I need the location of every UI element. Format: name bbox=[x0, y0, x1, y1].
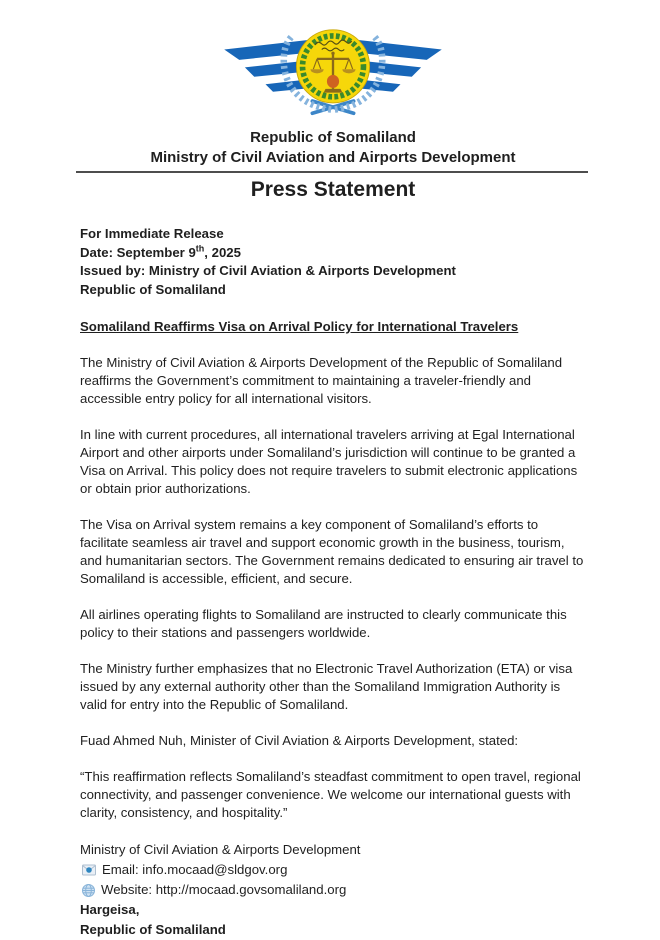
release-meta bbox=[80, 225, 586, 299]
body-paragraph: All airlines operating flights to Somaliland are instructed to clearly communicate this policy to their stations and passengers worldwide. bbox=[80, 607, 567, 640]
ministry-emblem bbox=[80, 12, 586, 122]
contact-org: Ministry of Civil Aviation & Airports Development bbox=[80, 842, 361, 857]
contact-email-line bbox=[80, 860, 586, 880]
email-icon bbox=[82, 864, 96, 876]
minister-quote-intro: Fuad Ahmed Nuh, Minister of Civil Aviation & Airports Development, stated: bbox=[80, 733, 519, 748]
document-title: Press Statement bbox=[250, 178, 416, 201]
contact-email-text: Email: info.mocaad@sldgov.org bbox=[102, 862, 288, 877]
body-paragraph: The Ministry further emphasizes that no Electronic Travel Authorization (ETA) or visa issued by any external authority other than the Somaliland Immigration Authority is valid for entry into the Republic of Somaliland. bbox=[80, 661, 573, 712]
globe-icon bbox=[82, 884, 95, 897]
contact-block bbox=[80, 840, 586, 940]
release-line: For Immediate Release bbox=[80, 226, 224, 241]
minister-quote: “This reaffirmation reflects Somaliland’s steadfast commitment to open travel, regional connectivity, and passenger convenience. We welcome our international guests with clarity, consistency, and hospitality.” bbox=[80, 769, 581, 820]
org-name-line-2: Ministry of Civil Aviation and Airports Development bbox=[150, 149, 516, 166]
org-name-line-1: Republic of Somaliland bbox=[250, 129, 416, 146]
aviation-wings-emblem-icon bbox=[213, 12, 453, 117]
letterhead-divider bbox=[76, 171, 588, 173]
body-paragraph: In line with current procedures, all international travelers arriving at Egal International Airport and other airports under Somaliland’s jurisdiction will continue to be granted a Visa on Arrival. This policy does not require travelers to submit electronic applications or obtain prior authorizations. bbox=[80, 427, 578, 496]
contact-city: Hargeisa, bbox=[80, 902, 140, 917]
contact-website-line bbox=[80, 880, 586, 900]
issued-by-line: Issued by: Ministry of Civil Aviation & Airports Development bbox=[80, 263, 456, 278]
date-ordinal-superscript: th bbox=[195, 243, 205, 254]
body-paragraph: The Ministry of Civil Aviation & Airports Development of the Republic of Somaliland reaffirms the Government’s commitment to maintaining a traveler-friendly and accessible entry policy for all international visitors. bbox=[80, 355, 563, 406]
issuer-country-line: Republic of Somaliland bbox=[80, 281, 226, 297]
body-paragraph: The Visa on Arrival system remains a key component of Somaliland’s efforts to facilitate seamless air travel and support economic growth in the business, tourism, and humanitarian sectors. The Government remains dedicated to ensuring air travel to Somaliland is accessible, efficient, and secure. bbox=[80, 517, 584, 586]
contact-website-text: Website: http://mocaad.govsomaliland.org bbox=[101, 882, 347, 897]
date-line: Date: September 9th, 2025 bbox=[80, 243, 241, 260]
contact-country: Republic of Somaliland bbox=[80, 922, 226, 937]
statement-headline: Somaliland Reaffirms Visa on Arrival Policy for International Travelers bbox=[80, 319, 519, 334]
